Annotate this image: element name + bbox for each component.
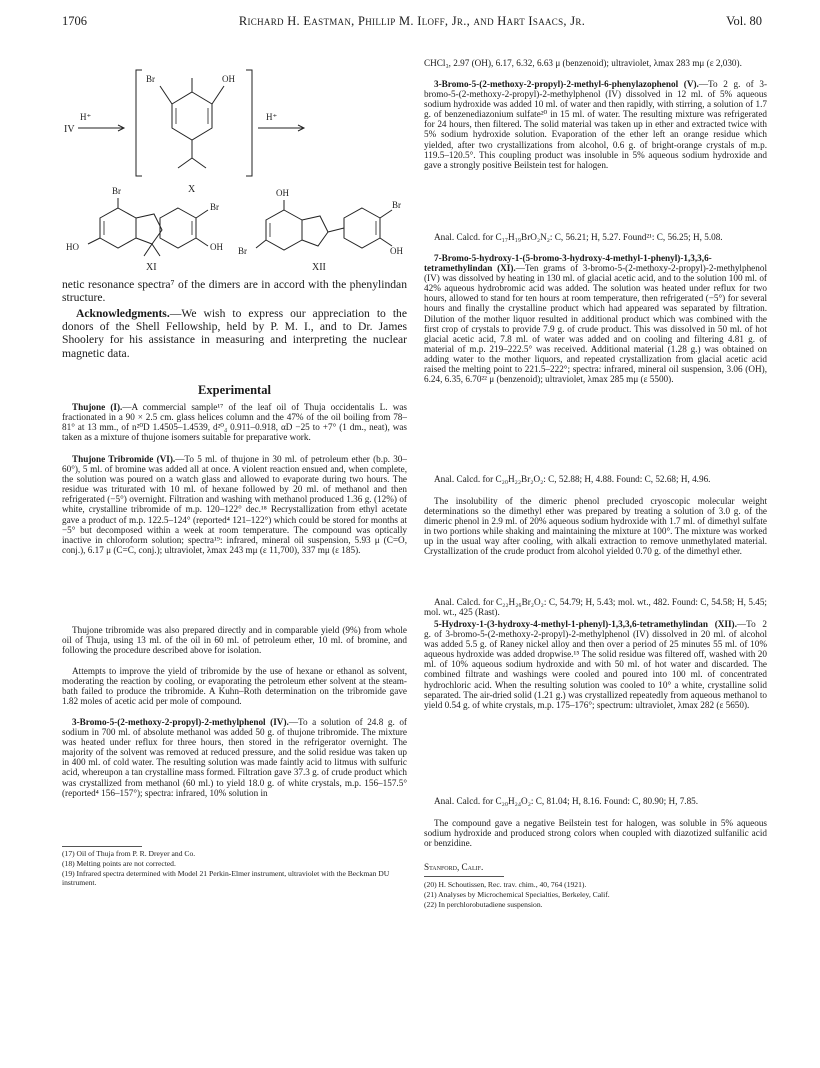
scheme-oh-xi: OH — [210, 242, 223, 252]
intro-paragraph: netic resonance spectra⁷ of the dimers are in accord with the phenylindan structure. — [62, 278, 407, 305]
footnote-rule-left — [62, 846, 142, 847]
scheme-oh-xii-2: OH — [390, 246, 403, 256]
footnote-20: (20) H. Schoutissen, Rec. trav. chim., 40, 764 (1921). — [424, 880, 587, 889]
bromo-phenol-paragraph: 3-Bromo-5-(2-methoxy-2-propyl)-2-methylphenol (IV).—To a solution of 24.8 g. of sodium in 700 ml. of absolute methanol was added 50 g. of thujone tribromide. The mixture was heated under reflux for three hours, then stored in the refrigerator overnight. The majority of the solvent was removed at reduced pressure, and the solid residue was taken up in 400 ml. of cold water. The resulting solution was made faintly acid to litmus with sulfuric acid, whereupon a tan crystalline mass formed. Filtration gave 37.3 g. of crude product which was crystallized from methanol (60 ml.) to yield 18.0 g. of white crystals, m.p. 156–157.5° (reported⁴ 156–157°); spectra: infrared, 10% solution in — [62, 717, 407, 798]
attempts-paragraph: Attempts to improve the yield of tribromide by the use of hexane or ethanol as solvent, moderating the reaction by cooling, or evaporating the petroleum ether solvent at the steam-bath failed to produce the tribromide. A Kuhn–Roth determination on the tribromide gave 1.82 moles of acetic acid per mole of compound. — [62, 666, 407, 707]
footnote-19: (19) Infrared spectra determined with Model 21 Perkin-Elmer instrument, ultraviolet with the Beckman DU instrument. — [62, 869, 390, 888]
scheme-label-x: X — [188, 184, 196, 195]
ring-xi-b — [136, 214, 162, 244]
ring-xi-c — [160, 208, 196, 248]
analysis-4: Anal. Calcd. for C₂₀H₂₄O₂: C, 81.04; H, 8.16. Found: C, 80.90; H, 7.85. — [434, 796, 699, 806]
page-number: 1706 — [62, 14, 87, 28]
thujone-paragraph: Thujone (I).—A commercial sample¹⁷ of the leaf oil of Thuja occidentalis L. was fractionated in a 90 × 2.5 cm. glass helices column and the 47% of the oil boiling from 78–81° at 13 mm., of n²⁰D 1.4505–1.4539, d²⁰₄ 0.911–0.918, αD −25 to +7° (1 dm., neat), was taken as a mixture of thujone isomers suitable for preparative work. — [62, 402, 408, 443]
footnote-21: (21) Analyses by Microchemical Specialties, Berkeley, Calif. — [424, 890, 610, 899]
volume-number: Vol. 80 — [726, 14, 762, 28]
bracket-left — [136, 70, 142, 176]
scheme-br-top: Br — [146, 74, 155, 84]
running-authors: Richard H. Eastman, Phillip M. Iloff, Jr., and Hart Isaacs, Jr. — [238, 14, 586, 28]
scheme-label-iv: IV — [64, 124, 75, 135]
analysis-2: Anal. Calcd. for C₂₀H₂₂Br₂O₂: C, 52.88; H, 4.88. Found: C, 52.68; H, 4.96. — [434, 474, 711, 484]
hydroxy-paragraph: 5-Hydroxy-1-(3-hydroxy-4-methyl-1-phenyl)-1,3,3,6-tetramethylindan (XII).—To 2 g. of 3-bromo-5-(2-methoxy-2-propyl)-2-methylphenol (IV) dissolved in 20 ml. of alcohol was added 5.5 g. of Raney nickel alloy and then over a period of 25 minutes 55 ml. of 10% aqueous hydroxide was added dropwise.¹⁵ The solid residue was filtered off, washed with 20 ml. of 10% aqueous sodium hydroxide and with 50 ml. of hot water and discarded. The combined filtrate and washings were cooled and poured into 100 ml. of concentrated hydrochloric acid. When the resulting solution was cooled to 10° a white, crystalline solid separated. The air-dried solid (1.21 g.) was crystallized repeatedly from aqueous methanol to yield 0.54 g. of white crystals, m.p. 175–176°; spectrum: ultraviolet, λmax 282 (ε 5650). — [424, 619, 767, 710]
scheme-oh-top: OH — [222, 74, 235, 84]
scheme-label-h2: H⁺ — [266, 112, 278, 122]
scheme-label-h1: H⁺ — [80, 112, 92, 122]
scheme-br-xi-2: Br — [210, 202, 219, 212]
ack-heading: Acknowledgments. — [76, 307, 170, 320]
bracket-right — [246, 70, 252, 176]
ring-intermediate — [172, 92, 212, 140]
running-header — [62, 14, 762, 34]
analysis-3: Anal. Calcd. for C₂₂H₂₆Br₂O₂: C, 54.79; H, 5.43; mol. wt., 482. Found: C, 54.58; H, 5.45; mol. wt., 425 (Rast). — [424, 597, 767, 618]
acknowledgments-paragraph: Acknowledgments.—We wish to express our appreciation to the donors of the Shell Fellowship, held by P. M. I., and to Dr. James Shoolery for his assistance in measuring and interpreting the nuclear magnetic data. — [62, 307, 407, 360]
affiliation: Stanford, Calif. — [424, 862, 484, 872]
analysis-1: Anal. Calcd. for C₁₇H₁₉BrO₂N₂: C, 56.21; H, 5.27. Found²¹: C, 56.25; H, 5.08. — [434, 232, 723, 242]
footnote-17: (17) Oil of Thuja from P. R. Dreyer and Co. — [62, 849, 196, 858]
ring-xi-a — [100, 208, 136, 248]
tribromide-paragraph: Thujone Tribromide (VI).—To 5 ml. of thujone in 30 ml. of petroleum ether (b.p. 30–60°), 5 ml. of bromine was added all at once. A violent reaction ensued and, when complete, the solution was poured on a watch glass and allowed to evaporate during two hours. The residue was triturated with 10 ml. of hexane followed by 20 ml. of methanol and then refrigerated (−5°) overnight. Filtration and washing with methanol produced 1.36 g. (12%) of white, crystalline tribromide of m.p. 120–122° dec.¹⁸ Recrystallization from ethyl acetate gave a product of m.p. 122.5–124° (reported⁴ 121–122°) which could be stored for months at −5° but decomposed within a week at room temperature. The compound was optically inactive in chloroform solution; spectra¹⁹: infrared, mineral oil suspension, 5.93 μ (C=O, conj.), 6.17 μ (C=C, conj.); ultraviolet, λmax 243 mμ (ε 11,700), 337 mμ (ε 185). — [62, 454, 407, 555]
footnote-rule-right — [424, 876, 504, 877]
scheme-br-xii-1: Br — [238, 246, 247, 256]
chcl3-paragraph: CHCl₃, 2.97 (OH), 6.17, 6.32, 6.63 μ (benzenoid); ultraviolet, λmax 283 mμ (ε 2,030). — [424, 58, 742, 68]
scheme-br-xii-2: Br — [392, 200, 401, 210]
scheme-label-xi: XI — [146, 262, 157, 273]
footnote-22: (22) In perchlorobutadiene suspension. — [424, 900, 543, 909]
dibromo-paragraph: 7-Bromo-5-hydroxy-1-(5-bromo-3-hydroxy-4-methyl-1-phenyl)-1,3,3,6-tetramethylindan (XI).—Ten grams of 3-bromo-5-(2-methoxy-2-propyl)-2-methylphenol (IV) was dissolved by heating in 130 ml. of glacial acetic acid, and to the solution 100 ml. of 42% aqueous hydrobromic acid was added. The solution was heated under reflux for two hours, allowed to stand for ten hours at room temperature, then refrigerated (−5°) for several hours and finally the crystalline product which had appeared was separated by filtration. Dilution of the mother liquor resulted in additional product which was combined with the first crop of crystals to provide 7.9 g. of crude product. This was dissolved in 50 ml. of hot glacial acetic acid, 7.8 ml. of water was added and on cooling and filtering 4.81 g. of material of m.p. 219–222.5° was received. Additional material (1.28 g.) was obtained on adding water to the mother liquors, and repeated crystallization from glacial acetic acid raised the melting point to 221.5–222°; spectra: infrared, mineral oil suspension, 3.06 (OH), 6.24, 6.35, 6.70²² μ (benzenoid); ultraviolet, λmax 285 mμ (ε 5500). — [424, 253, 767, 385]
insolubility-paragraph: The insolubility of the dimeric phenol precluded cryoscopic molecular weight determinations so the dimethyl ether was prepared by treating a solution of 3.0 g. of the dimeric phenol in 2.9 ml. of 20% aqueous sodium hydroxide with 1.7 ml. of dimethyl sulfate in two portions while shaking and maintaining the mixture at 100°. The mixture was worked up in the usual way after cooling, with alkali extraction to remove unmethylated material. Crystallization of the crude product from alcohol yielded 0.70 g. of the dimethyl ether. — [424, 496, 767, 557]
azo-paragraph: 3-Bromo-5-(2-methoxy-2-propyl)-2-methyl-6-phenylazophenol (V).—To 2 g. of 3-bromo-5-(2-methoxy-2-propyl)-2-methylphenol (IV) dissolved in 12 ml. of 5% aqueous sodium hydroxide was added 10 ml. of water and then rapidly, with stirring, a solution of 1.7 g. of benzenediazonium sulfate²⁰ in 15 ml. of water. The resulting mixture was refrigerated for 24 hours, then filtered. The solid material was taken up in ether and extracted twice with 5% sodium hydroxide solution. Evaporation of the ether left an orange residue which yielded, after two crystallizations from alcohol, 0.6 g. of bright-orange crystals of m.p. 119.5–120.5°. This coupling product was insoluble in 5% aqueous sodium hydroxide and gave a strongly positive Beilstein test for halogen. — [424, 79, 767, 170]
reaction-scheme — [62, 58, 407, 276]
footnote-18: (18) Melting points are not corrected. — [62, 859, 176, 868]
ring-xii-b — [302, 216, 328, 246]
scheme-br-xi-1: Br — [112, 186, 121, 196]
scheme-ho-xi: HO — [66, 242, 79, 252]
scheme-oh-xii-1: OH — [276, 188, 289, 198]
tribromide-direct-paragraph: Thujone tribromide was also prepared directly and in comparable yield (9%) from whole oil of Thuja, using 13 ml. of the oil in 60 ml. of petroleum ether, 10 ml. of bromine, and following the procedure described above for isolation. — [62, 625, 407, 656]
ring-xii-a — [266, 210, 302, 250]
ring-xii-c — [344, 208, 380, 248]
scheme-label-xii: XII — [312, 262, 326, 273]
experimental-heading: Experimental — [198, 383, 271, 397]
final-paragraph: The compound gave a negative Beilstein test for halogen, was soluble in 5% aqueous sodium hydroxide and produced strong colors when coupled with diazotized sulfanilic acid or benzidine. — [424, 818, 767, 849]
